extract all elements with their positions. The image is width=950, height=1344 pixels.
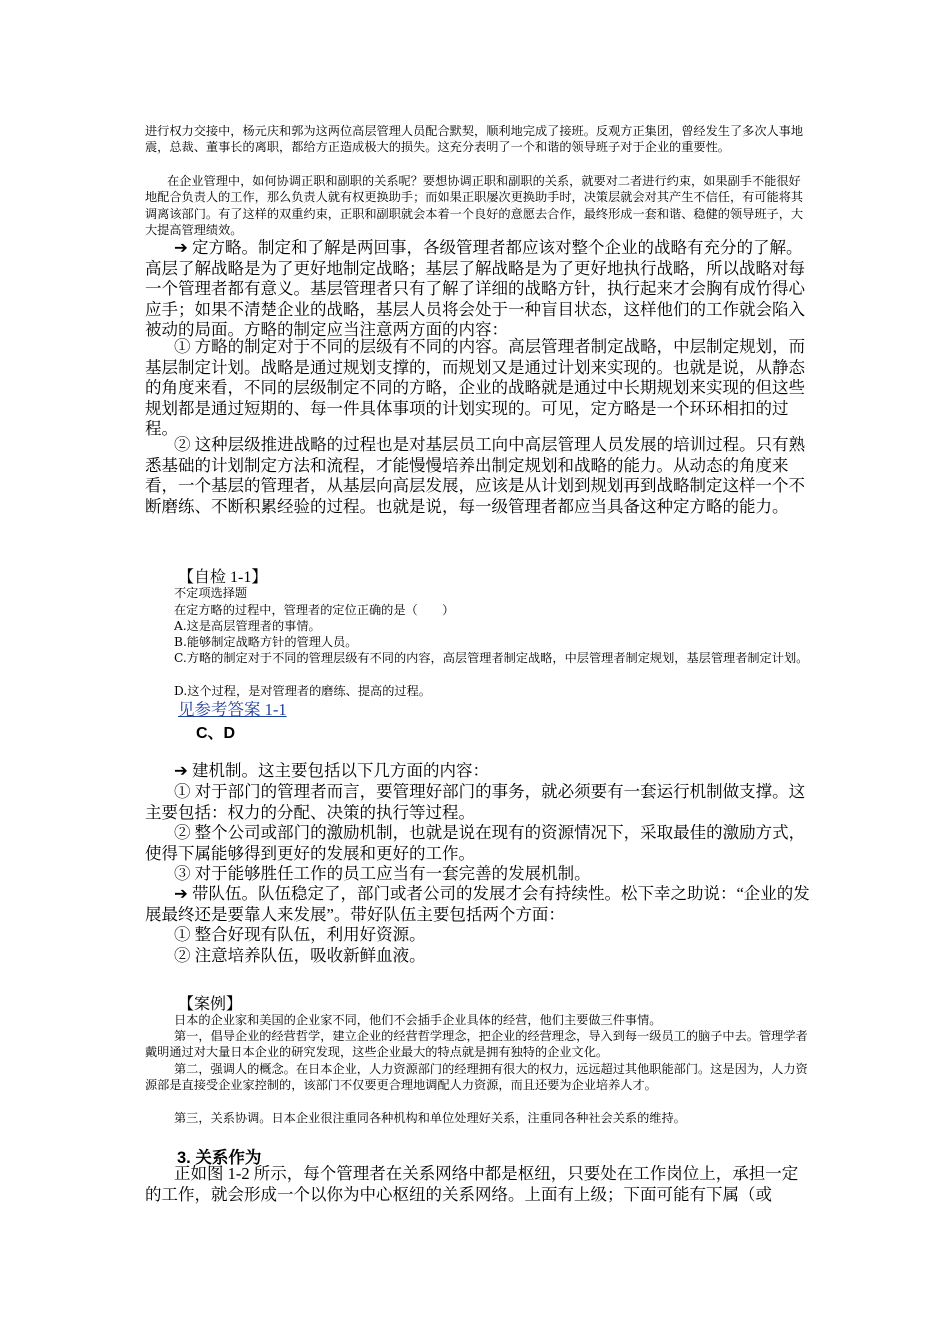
paragraph-mechanism-point-3: ③ 对于能够胜任工作的员工应当有一套完善的发展机制。 (174, 864, 591, 883)
selfcheck-option-d[interactable]: D.这个过程，是对管理者的磨练、提高的过程。 (174, 684, 431, 698)
selfcheck-question: 在定方略的过程中，管理者的定位正确的是（ ） (174, 603, 455, 617)
paragraph-mechanism: ➔ 建机制。这主要包括以下几方面的内容： (174, 761, 489, 780)
paragraph-coordination: 在企业管理中，如何协调正职和副职的关系呢？要想协调正职和副职的关系，就要对二者进行约束，如果副手不能很好地配合负责人的工作，那么负责人就有权更换助手；而如果正职屡次更换助手时，决策层就会对其产生不信任，有可能将其调离该部门。有了这样的双重约束，正职和副职就会本着一个良好的意愿去合作，最终形成一套和谐、稳健的领导班子，大大提高管理绩效。 (145, 174, 804, 237)
case-line-2: 第一，倡导企业的经营哲学，建立企业的经营哲学理念，把企业的经营理念，导入到每一级员工的脑子中去。管理学者戴明通过对大量日本企业的研究发现，这些企业最大的特点就是拥有独特的企业文化。 (145, 1029, 808, 1060)
selfcheck-type: 不定项选择题 (174, 586, 248, 600)
case-line-3: 第二，强调人的概念。在日本企业，人力资源部门的经理拥有很大的权力，远远超过其他职能部门。这是因为，人力资源部是直接受企业家控制的，该部门不仅要更合理地调配人力资源，而且还要为企业培养人才。 (145, 1062, 808, 1093)
selfcheck-title: 【自检 1-1】 (178, 569, 268, 586)
paragraph-strategy-point-2: ② 这种层级推进战略的过程也是对基层员工向中高层管理人员发展的培训过程。只有熟悉基础的计划制定方法和流程，才能慢慢培养出制定规划和战略的能力。从动态的角度来看，一个基层的管理者，从基层向高层发展，应该是从计划到规划再到战略制定这样一个不断磨练、不断积累经验的过程。也就是说，每一级管理者都应当具备这种定方略的能力。 (145, 435, 806, 516)
section-heading: 3. 关系作为 (177, 1149, 262, 1167)
paragraph-team-point-2: ② 注意培养队伍，吸收新鲜血液。 (174, 946, 426, 965)
paragraph-team-point-1: ① 整合好现有队伍，利用好资源。 (174, 925, 426, 944)
paragraph-team: ➔ 带队伍。队伍稳定了，部门或者公司的发展才会有持续性。松下幸之助说：“企业的发展最终还是要靠人来发展”。带好队伍主要包括两个方面： (145, 884, 810, 924)
paragraph-mechanism-point-1: ① 对于部门的管理者而言，要管理好部门的事务，就必须要有一套运行机制做支撑。这主要包括：权力的分配、决策的执行等过程。 (145, 782, 806, 822)
paragraph-leadership-team: 进行权力交接中，杨元庆和郭为这两位高层管理人员配合默契，顺利地完成了接班。反观方正集团，曾经发生了多次人事地震，总裁、董事长的离职，都给方正造成极大的损失。这充分表明了一个和谐的领导班子对于企业的重要性。 (145, 124, 804, 155)
selfcheck-option-c[interactable]: C.方略的制定对于不同的管理层级有不同的内容，高层管理者制定战略，中层管理者制定规划，基层管理者制定计划。 (174, 651, 809, 665)
answer-reference-link[interactable]: 见参考答案 1-1 (178, 700, 287, 719)
selfcheck-option-a[interactable]: A.这是高层管理者的事情。 (174, 619, 321, 633)
paragraph-strategy: ➔ 定方略。制定和了解是两回事，各级管理者都应该对整个企业的战略有充分的了解。高层了解战略是为了更好地制定战略；基层了解战略是为了更好地执行战略，所以战略对每一个管理者都有意义。基层管理者只有了解了详细的战略方针，执行起来才会胸有成竹得心应手；如果不清楚企业的战略，基层人员将会处于一种盲目状态，这样他们的工作就会陷入被动的局面。方略的制定应当注意两方面的内容： (145, 238, 805, 340)
paragraph-strategy-point-1: ① 方略的制定对于不同的层级有不同的内容。高层管理者制定战略，中层制定规划，而基层制定计划。战略是通过规划支撑的，而规划又是通过计划来实现的。也就是说，从静态的角度来看，不同的层级制定不同的方略，企业的战略就是通过中长期规划来实现的但这些规划都是通过短期的、每一件具体事项的计划实现的。可见，定方略是一个环环相扣的过程。 (145, 337, 806, 439)
case-title: 【案例】 (178, 996, 243, 1013)
case-line-4: 第三，关系协调。日本企业很注重同各种机构和单位处理好关系，注重同各种社会关系的维持。 (174, 1111, 686, 1125)
section-paragraph: 正如图 1-2 所示，每个管理者在关系网络中都是枢纽，只要处在工作岗位上，承担一定的工作，就会形成一个以你为中心枢纽的关系网络。上面有上级；下面可能有下属（或 (145, 1164, 799, 1204)
case-line-1: 日本的企业家和美国的企业家不同，他们不会插手企业具体的经营，他们主要做三件事情。 (174, 1013, 662, 1027)
paragraph-mechanism-point-2: ② 整个公司或部门的激励机制，也就是说在现有的资源情况下，采取最佳的激励方式，使得下属能够得到更好的发展和更好的工作。 (145, 823, 806, 863)
selfcheck-option-b[interactable]: B.能够制定战略方针的管理人员。 (174, 635, 358, 649)
answer-text: C、D (196, 725, 236, 742)
